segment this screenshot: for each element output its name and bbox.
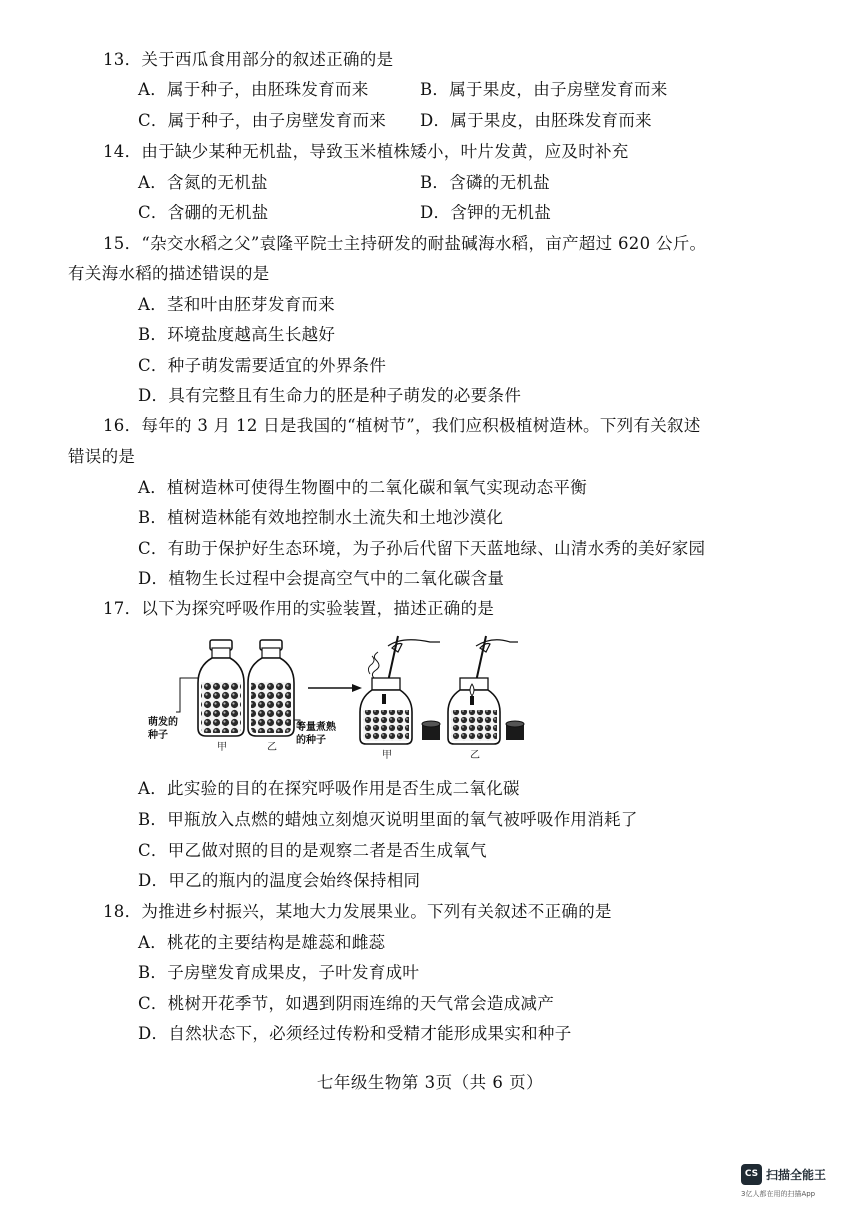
watermark-app-name: 扫描全能王 [766, 1168, 827, 1182]
camscanner-logo-icon: CS [741, 1164, 762, 1185]
question-15-option-c: C．种子萌发需要适宜的外界条件 [138, 356, 387, 375]
question-14-option-b: B．含磷的无机盐 [420, 173, 551, 192]
question-15-stem-line1: 15．“杂交水稻之父”袁隆平院士主持研发的耐盐碱海水稻，亩产超过 620 公斤。 [103, 234, 707, 253]
question-13-option-c: C．属于种子，由子房壁发育而来 [138, 111, 387, 130]
question-15-option-a: A．茎和叶由胚芽发育而来 [138, 295, 336, 314]
question-15-option-b: B．环境盐度越高生长越好 [138, 325, 336, 344]
question-13-option-a: A．属于种子，由胚珠发育而来 [138, 80, 369, 99]
label-sprouting-seeds-2: 种子 [148, 730, 168, 741]
question-13-stem: 13．关于西瓜食用部分的叙述正确的是 [103, 50, 394, 69]
question-18-option-b: B．子房壁发育成果皮，子叶发育成叶 [138, 963, 420, 982]
label-sprouting-seeds-1: 萌发的 [148, 717, 178, 728]
page-footer: 七年级生物第 3页（共 6 页） [316, 1073, 544, 1092]
question-17-option-a: A．此实验的目的在探究呼吸作用是否生成二氧化碳 [138, 779, 520, 798]
question-16-option-a: A．植树造林可使得生物圈中的二氧化碳和氧气实现动态平衡 [138, 478, 588, 497]
candle-jia [422, 721, 440, 740]
question-18-option-a: A．桃花的主要结构是雄蕊和雌蕊 [138, 933, 386, 952]
question-16-stem-line2: 错误的是 [68, 447, 136, 466]
arrow-icon [308, 684, 362, 692]
label-right-yi: 乙 [470, 750, 480, 761]
question-14-option-c: C．含硼的无机盐 [138, 203, 269, 222]
question-18-option-d: D．自然状态下，必须经过传粉和受精才能形成果实和种子 [138, 1024, 572, 1043]
question-14-stem: 14．由于缺少某种无机盐，导致玉米植株矮小，叶片发黄，应及时补充 [103, 142, 629, 161]
question-13-option-d: D．属于果皮，由胚珠发育而来 [420, 111, 652, 130]
question-17-stem: 17．以下为探究呼吸作用的实验装置，描述正确的是 [103, 599, 495, 618]
label-boiled-seeds-2: 的种子 [296, 735, 326, 746]
jar-left-jia [198, 640, 244, 736]
watermark-tagline: 3亿人都在用的扫描App [741, 1190, 816, 1198]
question-15-stem-line2: 有关海水稻的描述错误的是 [68, 264, 270, 283]
label-left-yi: 乙 [267, 742, 277, 753]
label-left-jia: 甲 [217, 742, 227, 753]
label-boiled-seeds-1: 等量煮熟 [296, 722, 336, 733]
question-14-option-a: A．含氮的无机盐 [138, 173, 268, 192]
question-16-option-d: D．植物生长过程中会提高空气中的二氧化碳含量 [138, 569, 505, 588]
label-right-jia: 甲 [382, 750, 392, 761]
question-13-option-b: B．属于果皮，由子房壁发育而来 [420, 80, 668, 99]
question-15-option-d: D．具有完整且有生命力的胚是种子萌发的必要条件 [138, 386, 522, 405]
question-18-stem: 18．为推进乡村振兴，某地大力发展果业。下列有关叙述不正确的是 [103, 902, 612, 921]
jar-left-yi [248, 640, 294, 736]
question-16-stem-line1: 16．每年的 3 月 12 日是我国的“植树节”，我们应积极植树造林。下列有关叙述 [103, 416, 701, 435]
candle-yi [506, 721, 524, 740]
respiration-experiment-figure [140, 628, 540, 763]
question-17-option-c: C．甲乙做对照的目的是观察二者是否生成氧气 [138, 841, 487, 860]
scanner-watermark [741, 1164, 851, 1204]
question-16-option-b: B．植树造林能有效地控制水土流失和土地沙漠化 [138, 508, 504, 527]
question-16-option-c: C．有助于保护好生态环境，为子孙后代留下天蓝地绿、山清水秀的美好家园 [138, 539, 706, 558]
question-17-option-d: D．甲乙的瓶内的温度会始终保持相同 [138, 871, 421, 890]
question-17-option-b: B．甲瓶放入点燃的蜡烛立刻熄灭说明里面的氧气被呼吸作用消耗了 [138, 810, 638, 829]
question-14-option-d: D．含钾的无机盐 [420, 203, 552, 222]
question-18-option-c: C．桃树开花季节，如遇到阴雨连绵的天气常会造成减产 [138, 994, 555, 1013]
